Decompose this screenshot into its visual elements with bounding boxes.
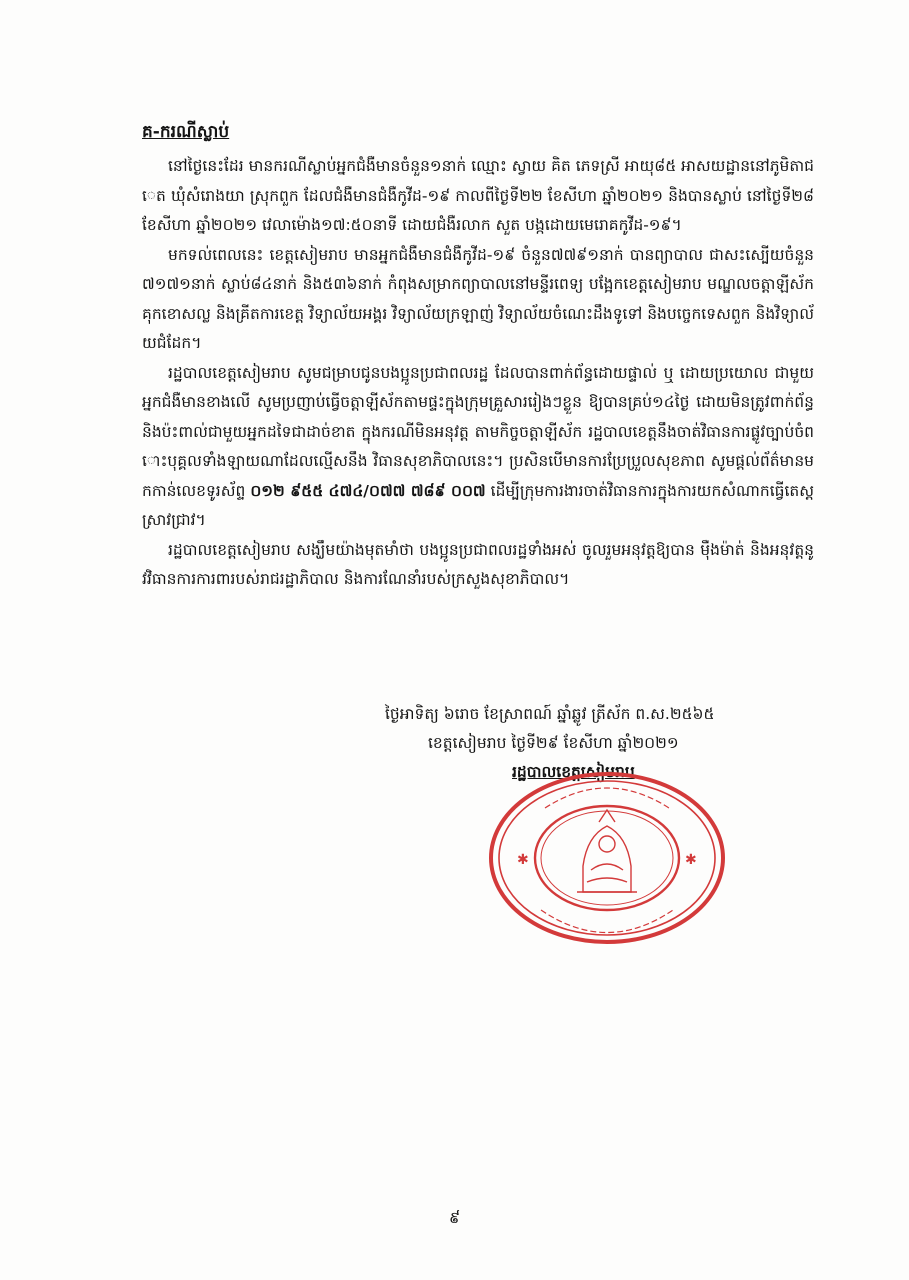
signing-authority: រដ្ឋបាលខេត្តសៀមរាប <box>512 763 635 781</box>
section-heading: គ-ករណីស្លាប់ <box>142 122 230 142</box>
paragraph-closing-appeal: រដ្ឋបាលខេត្តសៀមរាប សង្ឃឹមយ៉ាងមុតមាំថា បងប្អូនប្រជាពលរដ្ឋទាំងអស់ ចូលរួមអនុវត្តឱ្យបាន ម៉ឺងម៉ាត់ និងអនុវត្តនូវវិធានការការពារបស់រាជរដ្ឋាភិបាល និងការណែនាំរបស់ក្រសួងសុខាភិបាល។ <box>142 540 814 588</box>
official-seal-stamp <box>487 770 727 945</box>
hotline-phone-numbers: ០១២ ៩៥៥ ៤៧៤/០៧៧ ៧៨៩ ០០៧ <box>250 481 486 500</box>
document-body <box>142 118 814 595</box>
quarantine-notice-text: រដ្ឋបាលខេត្តសៀមរាប សូមជម្រាបជូនបងប្អូនប្រជាពលរដ្ឋ ដែលបានពាក់ព័ន្ធដោយផ្ទាល់ ឬ ដោយប្រយោល ជាមួយអ្នកជំងឺមានខាងលើ សូមប្រញាប់ធ្វើចត្តាឡីស័កតាមផ្ទះក្នុងក្រុមគ្រួសាររៀងៗខ្លួន ឱ្យបានគ្រប់១៤ថ្ងៃ ដោយមិនត្រូវពាក់ព័ន្ធ និងប៉ះពាល់ជាមួយអ្នកដទៃជាដាច់ខាត ក្នុងករណីមិនអនុវត្ត តាមកិច្ចចត្តាឡីស័ក រដ្ឋបាលខេត្តនឹងចាត់វិធានការផ្លូវច្បាប់ចំពោះបុគ្គលទាំងឡាយណាដែលល្មើសនឹង វិធានសុខាភិបាលនេះ។ ប្រសិនបើមានការប្រែប្រួលសុខភាព សូមផ្តល់ព័ត៌មានមកកាន់លេខទូរស័ព្ទ <box>142 363 814 500</box>
paragraph-case-summary: មកទល់ពេលនេះ ខេត្តសៀមរាប មានអ្នកជំងឺមានជំងឺកូវីដ-១៩ ចំនួន៧៧៩១នាក់ បានព្យាបាល ជាសះស្បើយចំនួន៧១៧១នាក់ ស្លាប់៨៤នាក់ និង៥៣៦នាក់ កំពុងសម្រាកព្យាបាលនៅមន្ទីរពេទ្យ បង្អែកខេត្តសៀមរាប មណ្ឌលចត្តាឡីស័កគុកខោសល្ល និងគ្រីតការខេត្ត វិទ្យាល័យអង្គរ វិទ្យាល័យក្រឡាញ់ វិទ្យាល័យចំណេះដឹងទូទៅ និងបច្ចេកទេសពួក និងវិទ្យាល័យជំដែក។ <box>142 245 814 352</box>
svg-text:✱: ✱ <box>685 852 697 868</box>
paragraph-death-case: នៅថ្ងៃនេះដែរ មានករណីស្លាប់អ្នកជំងឺមានចំនួន១នាក់ ឈ្មោះ ស្វាយ គិត ភេទស្រី អាយុ៨៥ អាសយដ្ឋាននៅភូមិតាជេត ឃុំសំរោងយា ស្រុកពួក ដែលជំងឺមានជំងឺកូវីដ-១៩ កាលពីថ្ងៃទី២២ ខែសីហា ឆ្នាំ២០២១ និងបានស្លាប់ នៅថ្ងៃទី២៨ ខែសីហា ឆ្នាំ២០២១ វេលាម៉ោង១៧:៥០នាទី ដោយជំងឺរលាក សួត បង្កដោយមេរោគកូវីដ-១៩។ <box>142 157 814 234</box>
svg-text:✱: ✱ <box>517 852 529 868</box>
paragraph-quarantine-notice <box>142 359 814 536</box>
lunar-date: ថ្ងៃអាទិត្យ ៦រោច ខែស្រាពណ៍ ឆ្នាំឆ្លូវ ត្រីស័ក ព.ស.២៥៦៥ <box>385 705 715 723</box>
solar-date: ខេត្តសៀមរាប ថ្ងៃទី២៩ ខែសីហា ឆ្នាំ២០២១ <box>428 734 679 752</box>
page-number: ៩ <box>448 1208 461 1227</box>
quarantine-notice-end: ដើម្បីក្រុមការងារចាត់វិធានការក្នុងការយកសំណាកធ្វើតេស្ត ស្រាវជ្រាវ។ <box>142 481 814 529</box>
